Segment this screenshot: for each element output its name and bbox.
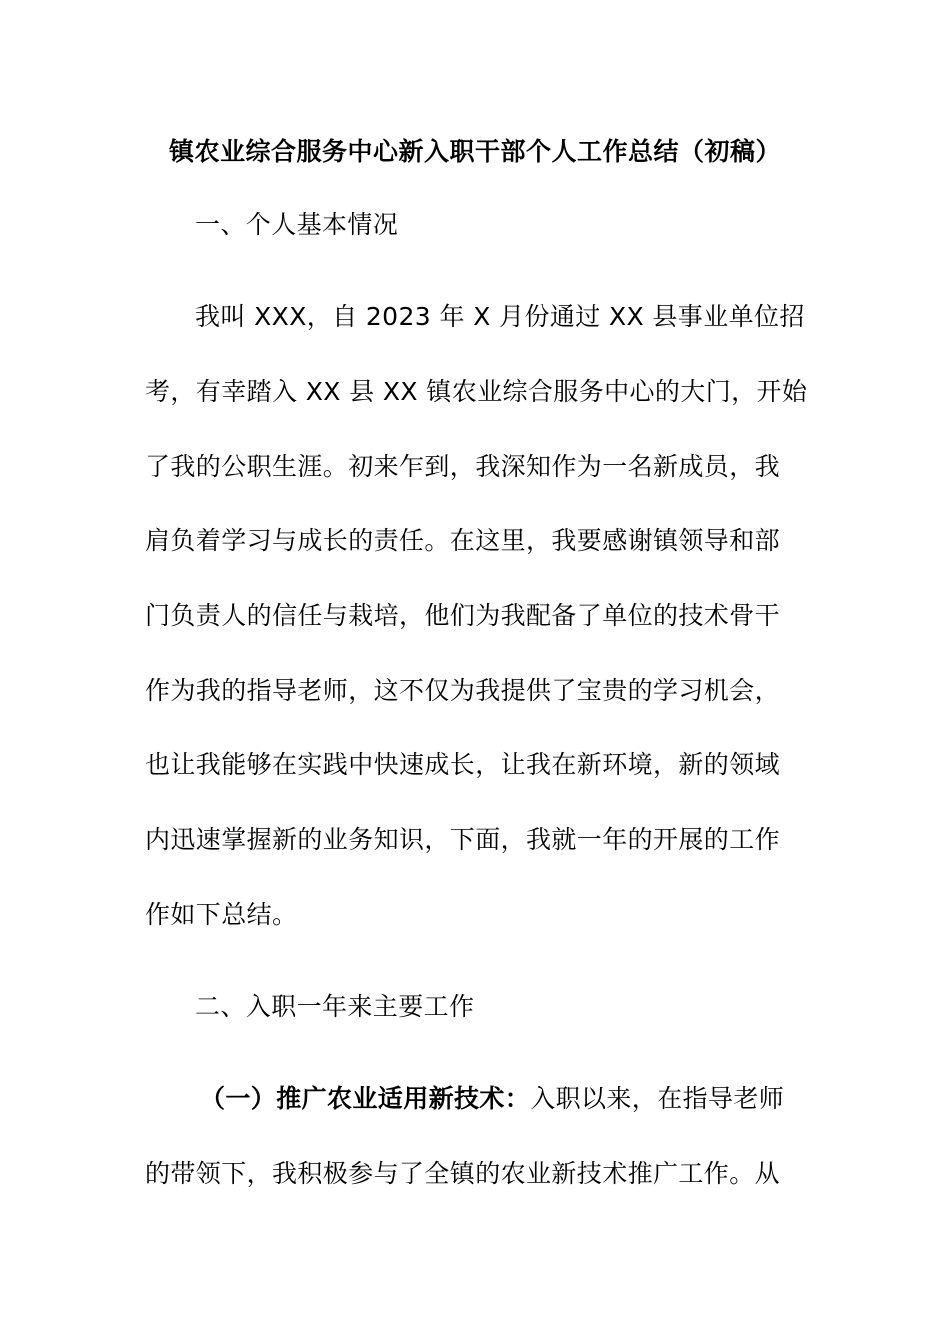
paragraph-line: 门负责人的信任与栽培，他们为我配备了单位的技术骨干 — [145, 601, 781, 630]
paragraph-line: 考，有幸踏入 XX 县 XX 镇农业综合服务中心的大门，开始 — [145, 377, 808, 406]
paragraph-line: 也让我能够在实践中快速成长，让我在新环境，新的领域 — [145, 750, 781, 779]
section-heading-main-work: 二、入职一年来主要工作 — [195, 992, 475, 1021]
paragraph-line: 我叫 XXX，自 2023 年 X 月份通过 XX 县事业单位招 — [195, 302, 805, 331]
subsection-first-line — [200, 1082, 784, 1116]
paragraph-line: 作为我的指导老师，这不仅为我提供了宝贵的学习机会， — [145, 676, 781, 705]
paragraph-line: 的带领下，我积极参与了全镇的农业新技术推广工作。从 — [145, 1159, 781, 1188]
paragraph-line: 了我的公职生涯。初来乍到，我深知作为一名新成员，我 — [145, 452, 781, 481]
paragraph-line: 肩负着学习与成长的责任。在这里，我要感谢镇领导和部 — [145, 526, 781, 555]
subsection-text: 入职以来，在指导老师 — [530, 1084, 785, 1113]
document-title: 镇农业综合服务中心新入职干部个人工作总结（初稿） — [168, 137, 781, 166]
paragraph-line: 内迅速掌握新的业务知识，下面，我就一年的开展的工作 — [145, 825, 781, 854]
subsection-label: （一）推广农业适用新技术： — [200, 1084, 531, 1113]
paragraph-line: 作如下总结。 — [145, 900, 298, 929]
section-heading-basic-info: 一、个人基本情况 — [195, 210, 399, 239]
